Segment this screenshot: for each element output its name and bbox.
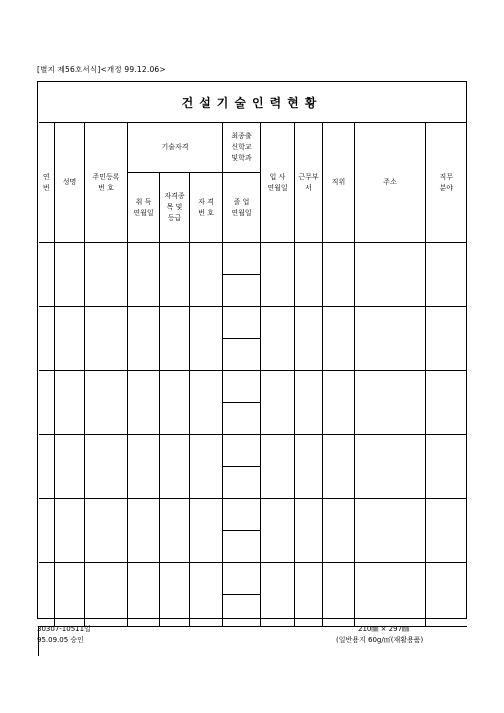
header-department: 근무부 서 (295, 123, 323, 243)
table-cell[interactable] (190, 499, 223, 563)
split-cell (223, 402, 260, 403)
header-qual-number: 자 격 번 호 (190, 173, 223, 243)
table-cell[interactable] (128, 307, 160, 371)
table-cell[interactable] (160, 307, 190, 371)
table-row (39, 243, 467, 307)
table-cell[interactable] (295, 563, 323, 627)
table-cell[interactable] (355, 307, 426, 371)
header-acquired-date: 취 득 연월일 (128, 173, 160, 243)
table-cell[interactable] (190, 563, 223, 627)
table-row (39, 371, 467, 435)
table-cell[interactable] (426, 435, 467, 499)
table-cell[interactable] (55, 307, 85, 371)
header-school-major: 최종출 신학교 및학과 (223, 123, 261, 173)
table-cell[interactable] (261, 371, 295, 435)
table-cell[interactable] (160, 243, 190, 307)
table-cell[interactable] (355, 563, 426, 627)
table-cell[interactable] (426, 499, 467, 563)
table-row (39, 435, 467, 499)
table-cell[interactable] (160, 435, 190, 499)
table-cell[interactable] (261, 307, 295, 371)
table-cell[interactable] (426, 307, 467, 371)
table-cell[interactable] (39, 307, 55, 371)
school-major-cell[interactable] (223, 594, 260, 595)
paper-size: 210㎜ × 297㎜ (358, 625, 410, 633)
header-position: 직위 (323, 123, 355, 243)
school-graduation-cell[interactable] (223, 435, 261, 499)
page-title: 건설기술인력현황 (181, 96, 323, 110)
table-cell[interactable] (295, 307, 323, 371)
table-cell[interactable] (160, 563, 190, 627)
table-cell[interactable] (426, 563, 467, 627)
table-cell[interactable] (39, 435, 55, 499)
table-cell[interactable] (85, 435, 128, 499)
table-cell[interactable] (295, 371, 323, 435)
split-cell (223, 338, 260, 339)
table-row (39, 499, 467, 563)
school-major-cell[interactable] (223, 274, 260, 275)
approval-date: 95.09.05 승인 (37, 636, 84, 644)
table-cell[interactable] (55, 499, 85, 563)
school-graduation-cell[interactable] (223, 499, 261, 563)
table-cell[interactable] (85, 499, 128, 563)
table-cell[interactable] (85, 243, 128, 307)
school-graduation-cell[interactable] (223, 563, 261, 627)
form-reference-note: [별지 제56호서식]<개정 99.12.06> (37, 65, 166, 74)
header-hire-date: 입 사 연월일 (261, 123, 295, 243)
table-row (39, 307, 467, 371)
table-cell[interactable] (323, 499, 355, 563)
split-cell (223, 530, 260, 531)
split-cell (223, 274, 260, 275)
table-cell[interactable] (128, 243, 160, 307)
table-cell[interactable] (39, 499, 55, 563)
table-cell[interactable] (261, 499, 295, 563)
table-cell[interactable] (160, 499, 190, 563)
table-cell[interactable] (323, 243, 355, 307)
table-cell[interactable] (190, 307, 223, 371)
table-cell[interactable] (426, 371, 467, 435)
table-cell[interactable] (39, 371, 55, 435)
table-cell[interactable] (190, 243, 223, 307)
form-code: 30307-10511일 (37, 625, 91, 633)
table-cell[interactable] (85, 371, 128, 435)
header-duty-field: 직무 분야 (426, 123, 467, 243)
table-cell[interactable] (55, 435, 85, 499)
table-cell[interactable] (323, 307, 355, 371)
table-cell[interactable] (128, 499, 160, 563)
table-cell[interactable] (295, 243, 323, 307)
table-cell[interactable] (128, 371, 160, 435)
table-row (39, 563, 467, 627)
paper-spec: (일반용지 60g/㎡(재활용품) (336, 636, 424, 644)
table-cell[interactable] (295, 499, 323, 563)
header-graduation-date: 졸 업 연월일 (223, 173, 261, 243)
split-cell (223, 594, 260, 595)
table-cell[interactable] (85, 307, 128, 371)
table-body (39, 243, 467, 656)
table-cell[interactable] (261, 435, 295, 499)
school-major-cell[interactable] (223, 402, 260, 403)
table-cell[interactable] (295, 435, 323, 499)
header-address: 주소 (355, 123, 426, 243)
table-cell[interactable] (55, 563, 85, 627)
header-tech-qualification: 기술자격 (128, 123, 223, 173)
school-graduation-cell[interactable] (223, 307, 261, 371)
table-cell[interactable] (190, 371, 223, 435)
header-qual-type-grade: 자격종 목 및 등급 (160, 173, 190, 243)
table-cell[interactable] (355, 371, 426, 435)
personnel-table (38, 122, 467, 656)
school-major-cell[interactable] (223, 338, 260, 339)
table-cell[interactable] (323, 371, 355, 435)
table-cell[interactable] (261, 243, 295, 307)
header-resident-id: 주민등록 번 호 (85, 123, 128, 243)
school-major-cell[interactable] (223, 530, 260, 531)
table-cell[interactable] (426, 243, 467, 307)
table-cell[interactable] (190, 435, 223, 499)
table-cell[interactable] (261, 563, 295, 627)
school-graduation-cell[interactable] (223, 371, 261, 435)
table-cell[interactable] (39, 563, 55, 627)
table-cell[interactable] (85, 563, 128, 627)
school-major-cell[interactable] (223, 466, 260, 467)
split-cell (223, 466, 260, 467)
table-cell[interactable] (323, 435, 355, 499)
table-cell[interactable] (39, 243, 55, 307)
table-cell[interactable] (55, 243, 85, 307)
table-cell[interactable] (128, 435, 160, 499)
table-cell[interactable] (55, 371, 85, 435)
table-cell[interactable] (160, 371, 190, 435)
table-cell[interactable] (128, 563, 160, 627)
header-no: 연 번 (39, 123, 55, 243)
school-graduation-cell[interactable] (223, 243, 261, 307)
table-cell[interactable] (355, 243, 426, 307)
table-cell[interactable] (323, 563, 355, 627)
form-frame (37, 81, 467, 619)
header-name: 성명 (55, 123, 85, 243)
table-cell[interactable] (355, 435, 426, 499)
table-cell[interactable] (355, 499, 426, 563)
